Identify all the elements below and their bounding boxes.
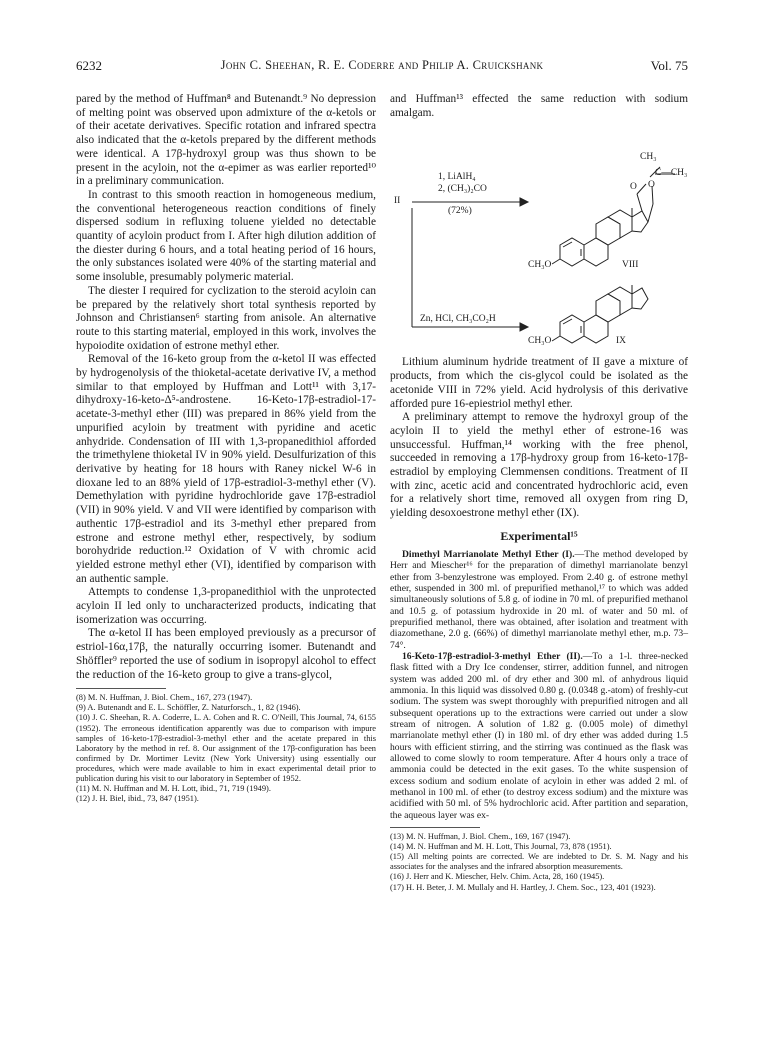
experimental-procedure [390, 651, 688, 821]
paragraph: The diester I required for cyclization to the steroid acyloin can be prepared by the relatively short total synthesis reported by Johnson and Christiansen⁶ starting from anisole. An alternative route to this starting material, employed in this work, involves the hypoiodite oxidation of estrone methyl ether. [76, 284, 376, 352]
paragraph: pared by the method of Huffman⁸ and Butenandt.⁹ No depression of melting point was observed upon admixture of the α-ketols or of their acetate derivatives. Specific rotation and infrared spectra also indicated that the α-ketols prepared by the different methods were identical. A 17β-hydroxyl group was thus shown to be present in the acyloin, not the α-epimer as was earlier reported¹⁰ in a preliminary communication. [76, 93, 376, 188]
methyl-label: CH₃ [640, 152, 657, 163]
left-column [76, 93, 376, 804]
procedure-title: Dimethyl Marrianolate Methyl Ether (I). [402, 548, 575, 560]
c-ch3-label: C—CH₃ [655, 168, 688, 179]
oxygen-label: O [630, 182, 637, 193]
methoxy-label: CH₃O [528, 336, 552, 347]
procedure-text: —To a 1-l. three-necked flask fitted with a Dry Ice condenser, stirrer, addition funnel, and nitrogen system was added 200 ml. of dry ether and 300 ml. of anhydrous liquid ammonia. In this liquid was dissolved 0.80 g. (0.0348 g.-atom) of freshly-cut sodium. The system was swept thoroughly with prepurified nitrogen and all subsequent operations up to the extractions were carried out under a slow stream of nitrogen. A solution of 1.82 g. (0.005 mole) of dimethyl marrianolate methyl ether (I) in 180 ml. of dry ether was added during 1.5 hours with efficient stirring, and the stirring was continued as the flask was allowed to come slowly to room temperature. After 4 hours only a trace of ammonia could be detected in the exit gases. To the white suspension of excess sodium and sodium enolate of acyloin in ether was added 2 ml. of methanol in 100 ml. of ether (to destroy excess sodium) and the mixture was acidified with 50 ml. of 5% hydrochloric acid. After partition and separation, the aqueous layer was ex- [390, 650, 688, 821]
paragraph: Lithium aluminum hydride treatment of II gave a mixture of products, from which the cis-glycol could be isolated as the acetonide VIII in 72% yield. Acid hydrolysis of this derivative afforded pure 16-epiestriol methyl ether. [390, 356, 688, 410]
paragraph: A preliminary attempt to remove the hydroxyl group of the acyloin II to yield the methyl ether of estrone-16 was unsuccessful. Huffman,¹⁴ working with the free phenol, succeeded in removing a 17β-hydroxy group from 16-keto-17β-estradiol by employing Clemmensen conditions. Treatment of II with zinc, acetic acid and concentrated hydrochloric acid, even for a relatively short time, removed all oxygen from ring D, yielding desoxoestrone methyl ether (IX). [390, 411, 688, 520]
footnote: (12) J. H. Biel, ibid., 73, 847 (1951). [76, 794, 199, 804]
procedure-title: 16-Keto-17β-estradiol-3-methyl Ether (II). [402, 650, 583, 662]
footnote: (10) J. C. Sheehan, R. A. Coderre, L. A. Cohen and R. C. O'Neill, This Journal, 74, 6155 (1952). The erroneous identification apparently was due to comparison with impure samples of 16-keto-17β-estradiol-3-methyl ether and the acetate prepared in this Laboratory by the method in ref. 8. Our assignment of the 17β-configuration has been confirmed by Dr. Mortimer Levitz (New York University) using essentially our procedures, which were made available to him in exact experimental detail prior to publication during his visit to our laboratory in September of 1952. [76, 713, 376, 783]
start-compound-label: II [394, 196, 401, 207]
paragraph: and Huffman¹³ effected the same reduction with sodium amalgam. [390, 93, 688, 119]
footnote: (9) A. Butenandt and E. L. Schöffler, Z. Naturforsch., 1, 82 (1946). [76, 703, 301, 713]
reagent-clemmensen: Zn, HCl, CH₃CO₂H [420, 314, 496, 325]
footnote: (17) H. H. Beter, J. M. Mullaly and H. Hartley, J. Chem. Soc., 123, 401 (1923). [390, 882, 656, 892]
methoxy-label: CH₃O [528, 260, 552, 271]
section-heading-experimental: Experimental¹⁵ [500, 528, 578, 543]
running-head-authors: John C. Sheehan, R. E. Coderre and Philip A. Cruickshank [220, 58, 544, 72]
arrowhead-top [520, 198, 528, 206]
volume-label: Vol. 75 [650, 58, 688, 73]
right-column [390, 93, 688, 893]
arrowhead-bottom [520, 323, 528, 331]
footnote: (11) M. N. Huffman and M. H. Lott, ibid., 71, 719 (1949). [76, 784, 271, 794]
paragraph: In contrast to this smooth reaction in homogeneous medium, the conventional heterogeneous reaction conditions of finely dispersed sodium in refluxing toluene yielded no detectable quantity of acyloin product from I. After high dilution addition of the diester during 6 hours, and a total heating period of 16 hours, the only substances isolated were 40% of the starting material and some insoluble, presumably polymeric material. [76, 188, 376, 284]
footnote: (8) M. N. Huffman, J. Biol. Chem., 167, 273 (1947). [76, 693, 253, 703]
compound-viii-label: VIII [622, 260, 639, 271]
page-number: 6232 [76, 58, 102, 73]
footnote: (13) M. N. Huffman, J. Biol. Chem., 169, 167 (1947). [390, 832, 571, 842]
oxygen-label: O [648, 180, 655, 191]
reaction-scheme [390, 122, 688, 352]
paragraph: Attempts to condense 1,3-propanedithiol with the unprotected acyloin II led only to uncharacterized products, indicating that isomerization was occurring. [76, 586, 376, 626]
footnote: (16) J. Herr and K. Miescher, Helv. Chim. Acta, 28, 160 (1945). [390, 872, 605, 882]
footnote: (14) M. N. Huffman and M. H. Lott, This Journal, 73, 878 (1951). [390, 842, 612, 852]
footnote: (15) All melting points are corrected. We are indebted to Dr. S. M. Nagy and his associates for the analyses and the infrared absorption measurements. [390, 852, 688, 872]
reagent-step-2: 2, (CH₃)₂CO [438, 184, 487, 195]
running-header [76, 58, 688, 76]
structure-viii [552, 167, 675, 266]
experimental-procedure [390, 549, 688, 651]
procedure-text: —The method developed by Herr and Miescher¹⁶ for the preparation of dimethyl marrianolate benzyl ether from 3-benzylestrone was employed. From 2.40 g. of estrone methyl ether, suspended in 300 ml. of prepurified methanol,¹⁷ to which was added simultaneously solutions of 5.8 g. of iodine in 70 ml. of prepurified methanol and 10.5 g. of potassium hydroxide in 20 ml. of water and 50 ml. of prepurified methanol, there was obtained, after isolation and treatment with diazomethane, 2.0 g. (66%) of dimethyl marrianolate methyl ether, m.p. 73–74°. [390, 548, 688, 651]
yield-label: (72%) [448, 206, 472, 217]
paragraph: Removal of the 16-keto group from the α-ketol II was effected by hydrogenolysis of the thioketal-acetate derivative IV, a method similar to that employed by Huffman and Lott¹¹ with 3,17-dihydroxy-16-keto-Δ⁵-androstene. 16-Keto-17β-estradiol-17-acetate-3-methyl ether (III) was prepared in 86% yield from the unpurified acyloin by treatment with pyridine and acetic anhydride. Condensation of III with 1,3-propanedithiol afforded the trimethylene thioketal IV in 90% yield. Desulfurization of this derivative by heating for 18 hours with Raney nickel W-6 in dioxane led to an 88% yield of 17β-estradiol-3-methyl ether (V). Demethylation with pyridine hydrochloride gave 17β-estradiol (VII) in 90% yield. V and VII were identified by comparison with authentic 17β-estradiol and its 3-methyl ether prepared from estrone and estrone methyl ether, respectively, by sodium borohydride reduction.¹² Oxidation of V with chromic acid yielded estrone methyl ether (VI), identified by comparison with an authentic sample. [76, 353, 376, 585]
reagent-step-1: 1, LiAlH₄ [438, 172, 476, 183]
compound-ix-label: IX [616, 336, 627, 347]
paragraph: The α-ketol II has been employed previously as a precursor of estriol-16α,17β, the naturally occurring isomer. Butenandt and Shöffler⁹ reported the use of sodium in isopropyl alcohol to effect the reduction of the 16-keto group to give a trans-glycol, [76, 627, 376, 681]
structure-ix [552, 285, 648, 343]
footnote-rule [76, 688, 166, 689]
footnote-rule [390, 827, 480, 828]
